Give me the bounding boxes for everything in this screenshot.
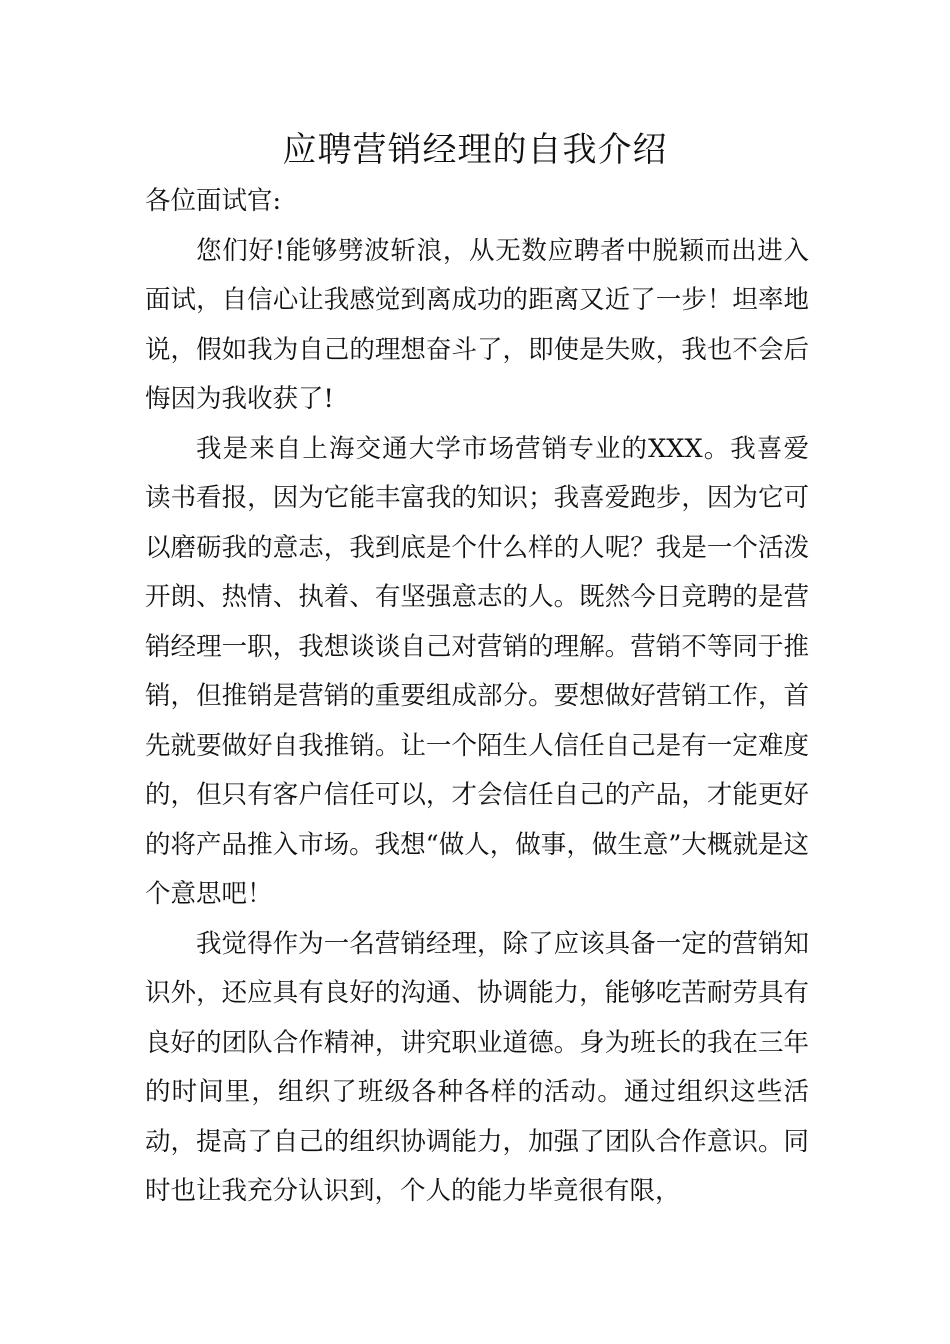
salutation: 各位面试官: [145, 186, 282, 216]
document-body [145, 177, 809, 1217]
document-title: 应聘营销经理的自我介绍 [282, 130, 668, 170]
paragraph-greeting: 您们好!能够劈波斩浪，从无数应聘者中脱颖而出进入面试，自信心让我感觉到离成功的距离又近了一步！坦率地说，假如我为自己的理想奋斗了，即使是失败，我也不会后悔因为我收获了! [145, 235, 809, 414]
paragraph-self-introduction: 我是来自上海交通大学市场营销专业的XXX。我喜爱读书看报，因为它能丰富我的知识；我喜爱跑步，因为它可以磨砺我的意志，我到底是个什么样的人呢？我是一个活泼开朗、热情、执着、有坚强意志的人。既然今日竞聘的是营销经理一职，我想谈谈自己对营销的理解。营销不等同于推销，但推销是营销的重要组成部分。要想做好营销工作，首先就要做好自我推销。让一个陌生人信任自己是有一定难度的，但只有客户信任可以，才会信任自己的产品，才能更好的将产品推入市场。我想“做人，做事，做生意”大概就是这个意思吧！ [145, 433, 809, 909]
paragraph-qualifications: 我觉得作为一名营销经理，除了应该具备一定的营销知识外，还应具有良好的沟通、协调能力，能够吃苦耐劳具有良好的团队合作精神，讲究职业道德。身为班长的我在三年的时间里，组织了班级各种各样的活动。通过组织这些活动，提高了自己的组织协调能力，加强了团队合作意识。同时也让我充分认识到，个人的能力毕竟很有限， [145, 928, 809, 1206]
